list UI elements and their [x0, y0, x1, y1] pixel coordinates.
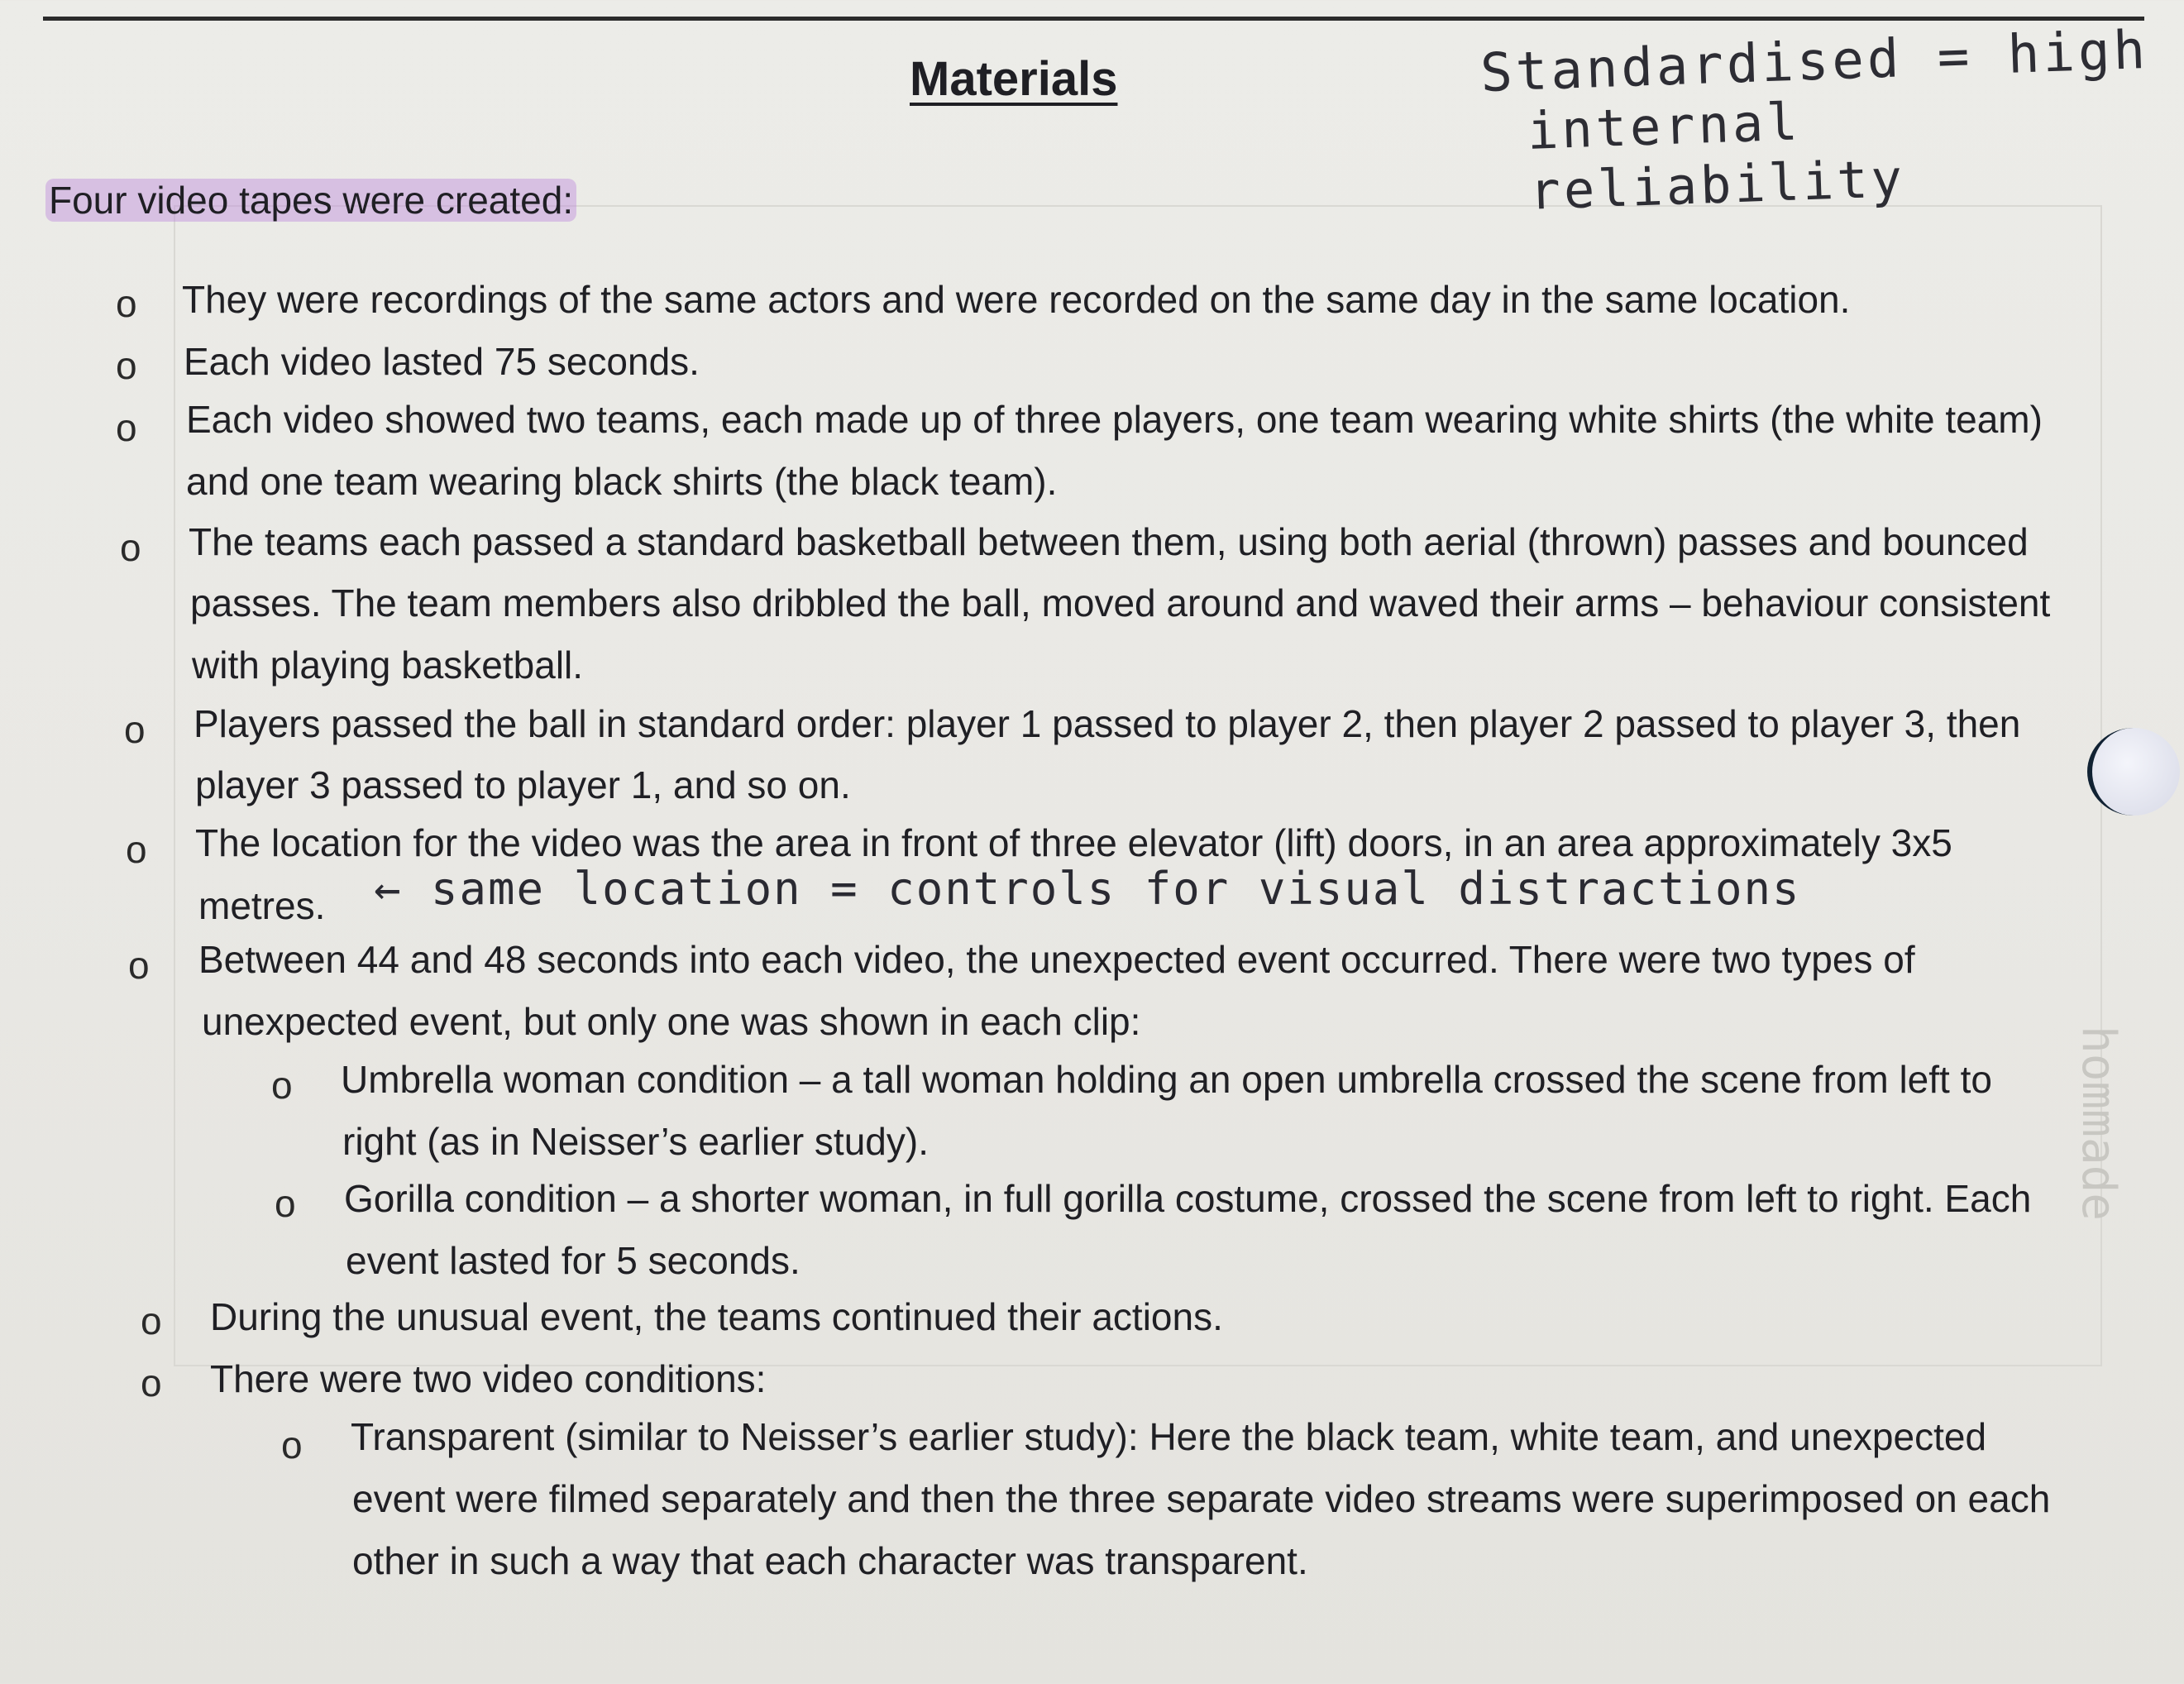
list-item-9-line1: Gorilla condition – a shorter woman, in full gorilla costume, crossed the scene from left to right. Each	[344, 1177, 2032, 1220]
bullet-3: o	[116, 406, 137, 449]
list-item-5-line2: player 3 passed to player 1, and so on.	[195, 763, 851, 806]
handwritten-note-line2: internal reliability	[1526, 91, 1907, 222]
list-item-9-line2: event lasted for 5 seconds.	[346, 1239, 800, 1282]
bullet-6: o	[126, 828, 147, 871]
handwritten-note-line1: Standardised = high	[1479, 19, 2150, 105]
list-item-3-line1: Each video showed two teams, each made up of three players, one team wearing white shirts (the white team)	[186, 398, 2043, 441]
handwritten-annotation: ← same location = controls for visual distractions	[374, 863, 1801, 915]
list-item-6-line1: The location for the video was the area in front of three elevator (lift) doors, in an area approximately 3x5	[195, 821, 1952, 864]
bullet-11: o	[141, 1361, 162, 1404]
top-border-line	[43, 0, 2144, 21]
bullet-5: o	[124, 708, 146, 751]
bullet-7: o	[128, 944, 150, 987]
list-item-7-line2: unexpected event, but only one was shown in each clip:	[202, 1000, 1141, 1043]
bullet-10: o	[141, 1299, 162, 1342]
intro-text: Four video tapes were created:	[45, 178, 576, 222]
bullet-12: o	[281, 1423, 303, 1466]
list-item-1: They were recordings of the same actors and were recorded on the same day in the same location.	[182, 278, 1851, 321]
list-item-4-line3: with playing basketball.	[192, 643, 584, 687]
punched-hole	[2087, 728, 2180, 816]
list-item-8-line2: right (as in Neisser’s earlier study).	[342, 1120, 929, 1163]
page-title: Materials	[910, 52, 1118, 106]
bullet-4: o	[120, 526, 141, 569]
list-item-10: During the unusual event, the teams continued their actions.	[210, 1295, 1223, 1338]
bullet-2: o	[116, 344, 137, 387]
list-item-4-line1: The teams each passed a standard basketball between them, using both aerial (thrown) passes and bounced	[189, 520, 2029, 563]
list-item-6-line2: metres.	[198, 884, 326, 927]
list-item-5-line1: Players passed the ball in standard order: player 1 passed to player 2, then player 2 passed to player 3, then	[194, 702, 2021, 745]
list-item-12-line3: other in such a way that each character was transparent.	[352, 1539, 1308, 1582]
list-item-3-line2: and one team wearing black shirts (the black team).	[186, 460, 1058, 503]
bullet-8: o	[271, 1064, 293, 1107]
list-item-11: There were two video conditions:	[210, 1357, 767, 1400]
list-item-2: Each video lasted 75 seconds.	[184, 340, 700, 383]
list-item-8-line1: Umbrella woman condition – a tall woman holding an open umbrella crossed the scene from left to	[341, 1058, 1992, 1101]
bullet-1: o	[116, 282, 137, 325]
list-item-12-line2: event were filmed separately and then the three separate video streams were superimposed on each	[352, 1477, 2051, 1520]
list-item-7-line1: Between 44 and 48 seconds into each video, the unexpected event occurred. There were two types of	[198, 938, 1915, 981]
list-item-12-line1: Transparent (similar to Neisser’s earlier study): Here the black team, white team, and unexpected	[351, 1415, 1987, 1458]
list-item-4-line2: passes. The team members also dribbled the ball, moved around and waved their arms – behaviour consistent	[190, 581, 2051, 624]
side-note: hommade	[2072, 1026, 2125, 1222]
bullet-9: o	[275, 1182, 296, 1225]
